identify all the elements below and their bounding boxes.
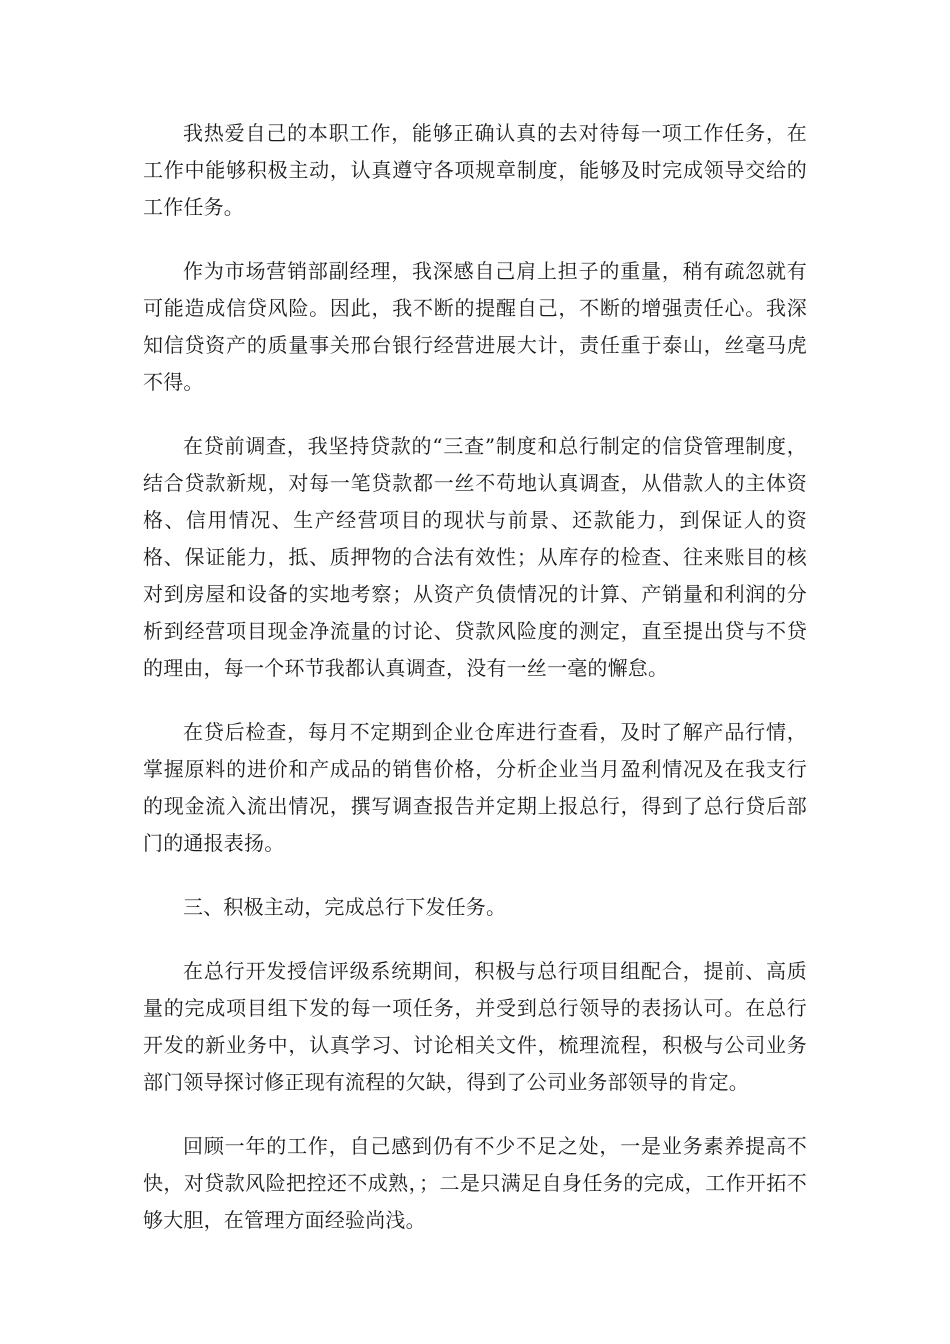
document-body (143, 115, 807, 1266)
paragraph-head-office-tasks: 在总行开发授信评级系统期间，积极与总行项目组配合，提前、高质量的完成项目组下发的每一项任务，并受到总行领导的表扬认可。在总行开发的新业务中，认真学习、讨论相关文件，梳理流程，积极与公司业务部门领导探讨修正现有流程的欠缺，得到了公司业务部领导的肯定。 (143, 959, 807, 1094)
section-heading-3: 三、积极主动，完成总行下发任务。 (183, 895, 507, 919)
paragraph-year-review: 回顾一年的工作，自己感到仍有不少不足之处，一是业务素养提高不快，对贷款风险把控还不成熟，；二是只满足自身任务的完成，工作开拓不够大胆，在管理方面经验尚浅。 (143, 1134, 807, 1232)
paragraph-work-attitude: 我热爱自己的本职工作，能够正确认真的去对待每一项工作任务，在工作中能够积极主动，认真遵守各项规章制度，能够及时完成领导交给的工作任务。 (143, 121, 807, 219)
paragraph-pre-loan-investigation: 在贷前调查，我坚持贷款的“三查”制度和总行制定的信贷管理制度，结合贷款新规，对每一笔贷款都一丝不苟地认真调查，从借款人的主体资格、信用情况、生产经营项目的现状与前景、还款能力，到保证人的资格、保证能力，抵、质押物的合法有效性；从库存的检查、往来账目的核对到房屋和设备的实地考察；从资产负债情况的计算、产销量和利润的分析到经营项目现金净流量的讨论、贷款风险度的测定，直至提出贷与不贷的理由，每一个环节我都认真调查，没有一丝一毫的懈怠。 (143, 434, 807, 680)
paragraph-responsibility: 作为市场营销部副经理，我深感自己肩上担子的重量，稍有疏忽就有可能造成信贷风险。因此，我不断的提醒自己，不断的增强责任心。我深知信贷资产的质量事关邢台银行经营进展大计，责任重于泰山，丝毫马虎不得。 (143, 259, 807, 394)
paragraph-post-loan-inspection: 在贷后检查，每月不定期到企业仓库进行查看，及时了解产品行情，掌握原料的进价和产成品的销售价格，分析企业当月盈利情况及在我支行的现金流入流出情况，撰写调查报告并定期上报总行，得到了总行贷后部门的通报表扬。 (143, 720, 807, 855)
